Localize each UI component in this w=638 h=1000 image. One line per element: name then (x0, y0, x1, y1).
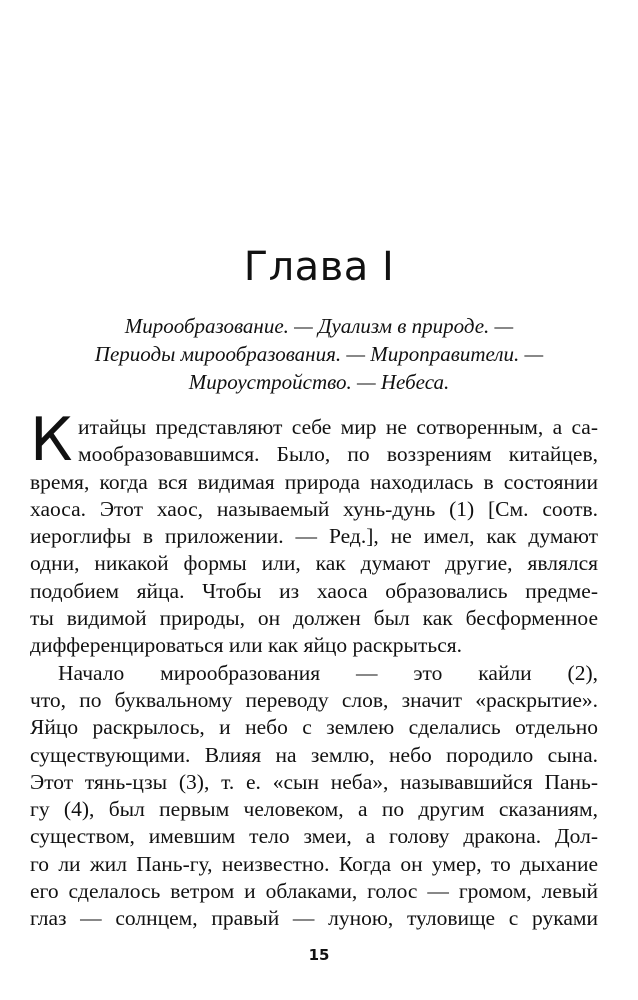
chapter-summary (0, 312, 638, 396)
text-line: его сделалось ветром и облаками, голос — громом, левый (30, 879, 598, 904)
text-line: итайцы представляют себе мир не сотворенным, а са- (78, 415, 598, 439)
text-line: Этот тянь-цзы (3), т. е. «сын неба», называвшийся Пань- (30, 769, 598, 794)
text-line: хаоса. Этот хаос, называемый хунь-дунь (1) [См. соотв. (30, 496, 598, 521)
text-line: подобием яйца. Чтобы из хаоса образовались предме- (30, 578, 598, 603)
summary-line: Мирообразование. — Дуализм в природе. — (124, 314, 514, 338)
text-line: Начало мирообразования — это кайли (2), (58, 660, 598, 685)
text-line: го ли жил Пань-гу, неизвестно. Когда он умер, то дыхание (30, 851, 598, 876)
chapter-title: Глава I (243, 244, 395, 290)
text-line: мообразовавшимся. Было, по воззрениям китайцев, (78, 442, 598, 467)
body-text (30, 405, 598, 933)
drop-cap: К (30, 405, 73, 475)
text-line: существующими. Влияя на землю, небо породило сына. (30, 742, 598, 767)
summary-line: Мироустройство. — Небеса. (188, 370, 450, 394)
text-line: что, по буквальному переводу слов, значит «раскрытие». (30, 687, 598, 712)
summary-line: Периоды мирообразования. — Мироправители. — (94, 342, 544, 366)
text-line: иероглифы в приложении. — Ред.], не имел, как думают (30, 524, 598, 549)
text-line: ты видимой природы, он должен был как бесформенное (30, 606, 598, 631)
text-line: Яйцо раскрылось, и небо с землею сделались отдельно (30, 715, 598, 740)
text-line: существом, имевшим тело змеи, а голову дракона. Дол- (30, 824, 598, 849)
text-line: дифференцироваться или как яйцо раскрыться. (30, 633, 463, 658)
text-line: гу (4), был первым человеком, а по другим сказаниям, (30, 797, 598, 822)
text-line: одни, никакой формы или, как думают другие, являлся (30, 551, 598, 576)
text-line: глаз — солнцем, правый — луною, туловище с руками (30, 906, 598, 931)
text-line: время, когда вся видимая природа находилась в состоянии (30, 469, 598, 494)
page-number: 15 (308, 946, 330, 964)
